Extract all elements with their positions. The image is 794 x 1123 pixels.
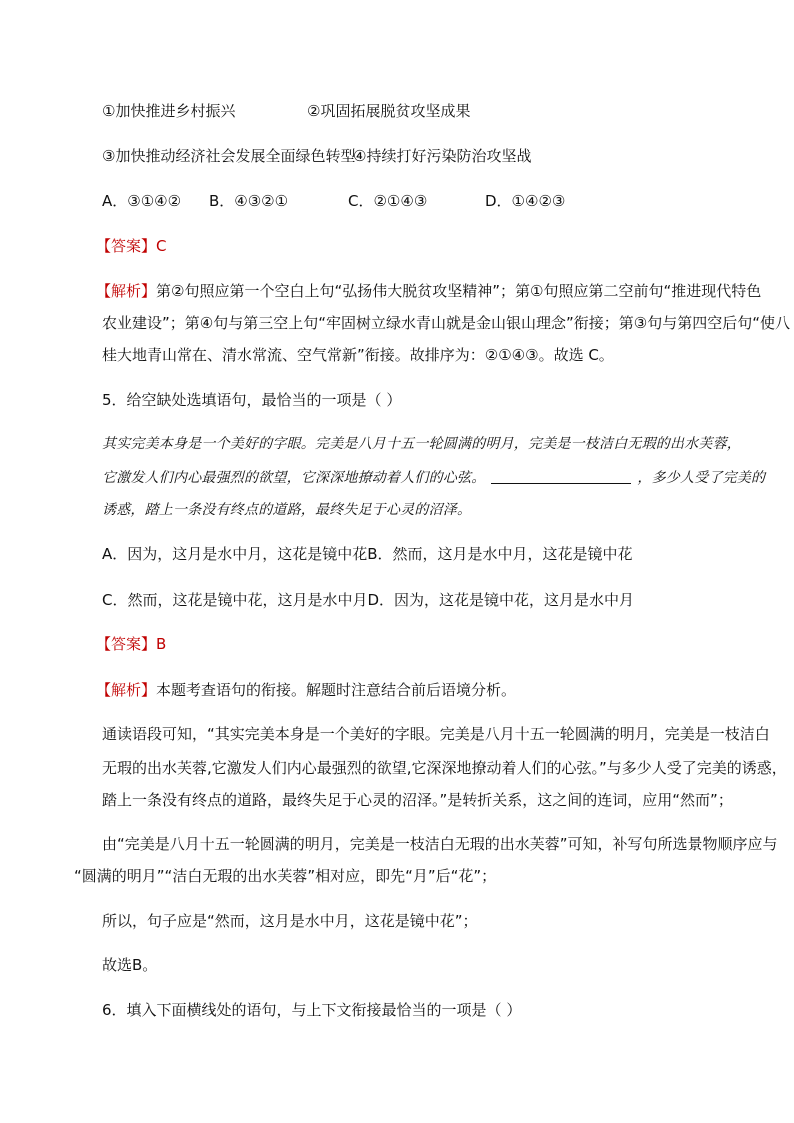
q4-answer — [96, 236, 167, 256]
q5-passage-line-2a: 它激发人们内心最强烈的欲望，它深深地撩动着人们的心弦。 — [102, 470, 486, 486]
q4-item-1: ①加快推进乡村振兴 — [102, 102, 236, 120]
q4-analysis-line-3: 桂大地青山常在、清水常流、空气常新”衔接。故排序为：②①④③。故选 C。 — [102, 346, 614, 364]
q5-passage-line-2b: ，多少人受了完美的 — [637, 470, 766, 486]
q5-para2-line-2: “圆满的明月”“洁白无瑕的出水芙蓉”相对应，即先“月”后“花”； — [74, 867, 497, 885]
q4-analysis-tag: 【解析】 — [96, 282, 157, 300]
q5-passage-line-2 — [102, 468, 765, 488]
q5-answer — [96, 634, 166, 654]
q4-options — [102, 191, 566, 211]
q4-option-c: C．②①④③ — [348, 192, 428, 210]
q4-item-row-2 — [102, 146, 532, 166]
q6-stem: 6．填入下面横线处的语句，与上下文衔接最恰当的一项是（ ） — [102, 1001, 522, 1019]
q4-option-d: D．①④②③ — [485, 192, 566, 210]
q4-item-3: ③加快推动经济社会发展全面绿色转型 — [102, 147, 356, 165]
q5-analysis — [96, 680, 516, 700]
q5-answer-blank — [491, 469, 631, 484]
q4-analysis-line-1 — [96, 281, 761, 301]
q4-item-4: ④持续打好污染防治攻坚战 — [353, 147, 532, 165]
q5-para2-line-1: 由“完美是八月十五一轮圆满的明月，完美是一枝洁白无瑕的出水芙蓉”可知，补写句所选景物顺序应与 — [102, 835, 778, 853]
q4-option-b: B．④③②① — [209, 192, 289, 210]
q5-para1-line-2: 无瑕的出水芙蓉,它激发人们内心最强烈的欲望,它深深地撩动着人们的心弦。”与多少人受了完美的诱惑， — [102, 759, 787, 777]
q5-passage-line-1: 其实完美本身是一个美好的字眼。完美是八月十五一轮圆满的明月，完美是一枝洁白无瑕的出水芙蓉， — [102, 436, 741, 452]
q5-para1-line-1: 通读语段可知，“其实完美本身是一个美好的字眼。完美是八月十五一轮圆满的明月，完美是一枝洁白 — [102, 725, 770, 743]
q5-answer-tag: 【答案】 — [96, 635, 157, 653]
q5-para1-line-3: 踏上一条没有终点的道路，最终失足于心灵的沼泽。”是转折关系，这之间的连词，应用“然而”； — [102, 791, 733, 809]
q5-analysis-tag: 【解析】 — [96, 681, 157, 699]
q5-passage-line-3: 诱惑，踏上一条没有终点的道路，最终失足于心灵的沼泽。 — [102, 502, 472, 518]
q4-item-row-1 — [102, 101, 471, 121]
q5-analysis-text: 本题考查语句的衔接。解题时注意结合前后语境分析。 — [156, 681, 517, 699]
q5-para4: 故选B。 — [102, 956, 158, 974]
q4-analysis-text-1: 第②句照应第一个空白上句“弘扬伟大脱贫攻坚精神”；第①句照应第二空前句“推进现代特色 — [156, 282, 762, 300]
q5-options-line-1: A．因为，这月是水中月，这花是镜中花B．然而，这月是水中月，这花是镜中花 — [102, 545, 633, 563]
q5-answer-value: B — [156, 635, 167, 653]
q4-answer-tag: 【答案】 — [96, 237, 157, 255]
q5-para3: 所以，句子应是“然而，这月是水中月，这花是镜中花”； — [102, 912, 478, 930]
q5-options-line-2: C．然而，这花是镜中花，这月是水中月D．因为，这花是镜中花，这月是水中月 — [102, 591, 635, 609]
q4-answer-value: C — [156, 237, 167, 255]
q4-option-a: A．③①④② — [102, 192, 182, 210]
q5-stem: 5．给空缺处选填语句，最恰当的一项是（ ） — [102, 391, 402, 409]
q4-item-2: ②巩固拓展脱贫攻坚成果 — [307, 102, 471, 120]
q4-analysis-line-2: 农业建设”；第④句与第三空上句“牢固树立绿水青山就是金山银山理念”衔接；第③句与第四空后句“使八 — [102, 314, 790, 332]
